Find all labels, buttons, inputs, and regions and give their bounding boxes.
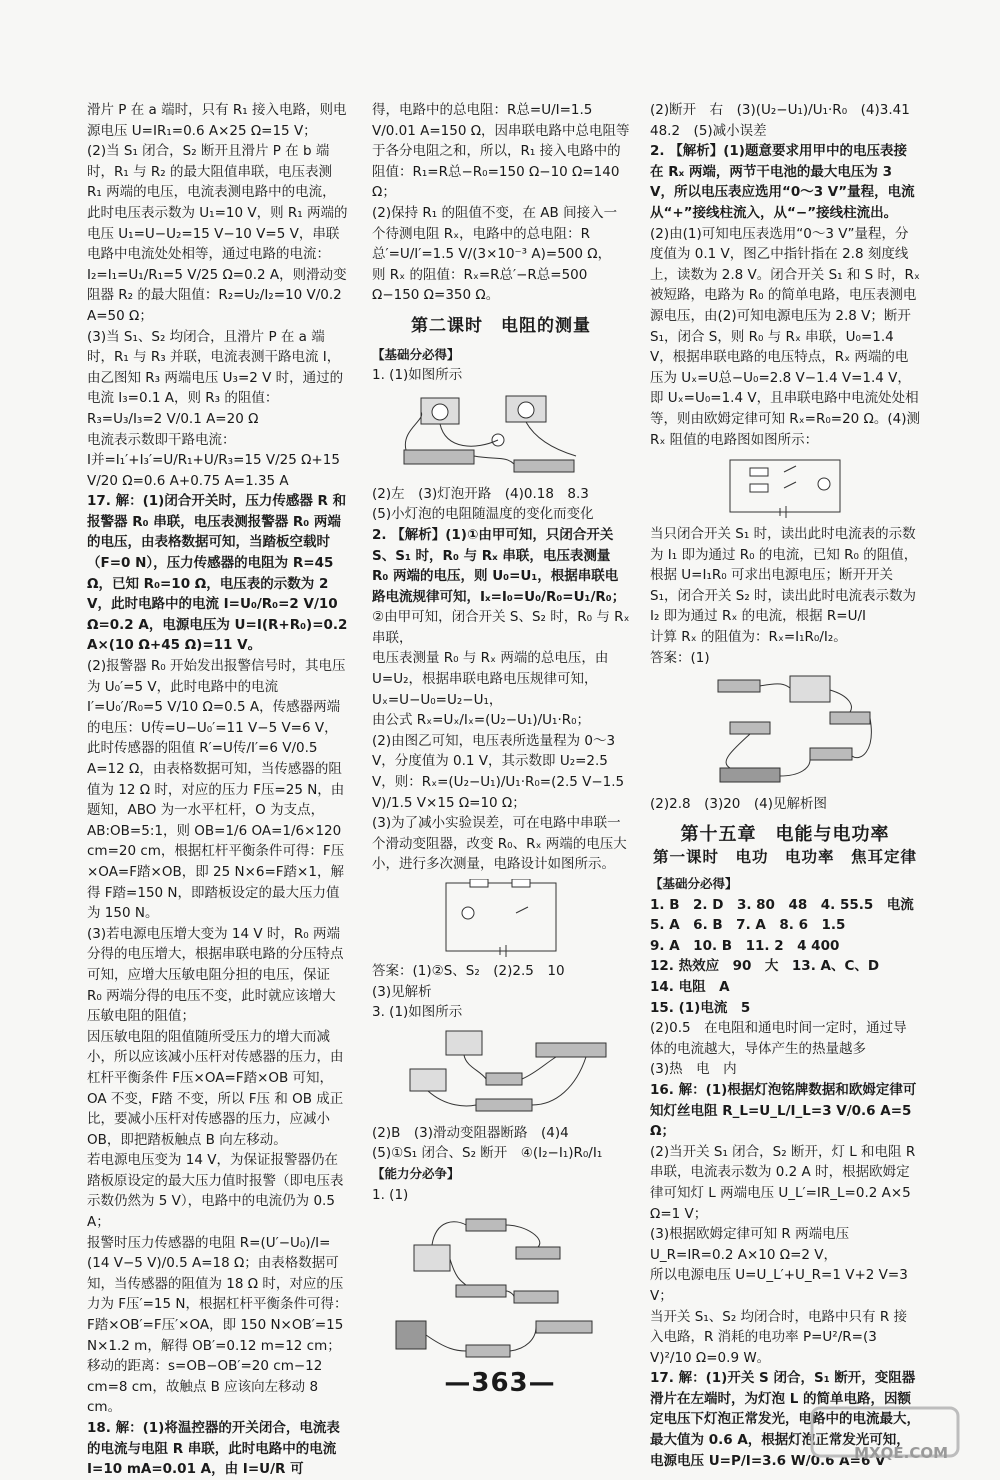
answers-row: 1. B 2. D 3. 80 48 4. 55.5 电流 (650, 896, 914, 913)
circuit-photo-figure (386, 1027, 616, 1119)
circuit-diagram-figure (426, 879, 576, 957)
question-2-analysis: 2. 【解析】(1)题意要求用甲中的电压表接在 Rₓ 两端，两节干电池的最大电压为 3 V，所以电压表应选用“0～3 V”量程，电流从“+”接线柱流入，从“−”接线柱流出。 (650, 143, 915, 221)
text-block: 当只闭合开关 S₁ 时，读出此时电流表的示数为 I₁ 即为通过 R₀ 的电流，已知 R₀ 的阻值，根据 U=I₁R₀ 可求出电源电压；断开开关 S₁，闭合开关 S₂ 时，读出此时电流表示数为 I₂ 即为通过 Rₓ 的电流，根据 R=U/I (650, 526, 921, 625)
text-block: 由公式 Rₓ=Uₓ/Iₓ=(U₂−U₁)/U₁·R₀； (372, 712, 591, 729)
answers-row: 9. A 10. B 11. 2 4 400 (650, 937, 840, 954)
text-block: (2)B (3)滑动变阻器断路 (4)4 (372, 1124, 569, 1141)
answers-row: 5. A 6. B 7. A 8. 6 1.5 (650, 917, 846, 934)
text-block: 当开关 S₁、S₂ 均闭合时，电路中只有 R 接入电路，R 消耗的电功率 P=U²/R=(3 V)²/10 Ω=0.9 W。 (650, 1308, 908, 1366)
column-3 (650, 100, 925, 1471)
question-17: 17. 解：(1)闭合开关时，压力传感器 R 和报警器 R₀ 串联，电压表测报警器 R₀ 两端的电压，由表格数据可知，当踏板空载时（F=0 N），压力传感器的电阻为 R=45 Ω，已知 R₀=10 Ω，电压表的示数为 2 V，此时电路中的电流 I=U₀/R₀=2 V/10 Ω=0.2 A，电源电压为 U=I(R+R₀)=0.2 A×(10 Ω+45 Ω)=11 V。 (87, 493, 353, 654)
text-block: (3)若电源电压增大变为 14 V 时，R₀ 两端分得的电压增大，根据串联电路的分压特点可知，应增大压敏电阻分担的电压，保证 R₀ 两端分得的电压不变，此时就应该增大压敏电阻的阻值； (87, 925, 344, 1025)
text-block: 得，电路中的总电阻：R总=U/I=1.5 V/0.01 A=150 Ω，因串联电路中总电阻等于各分电阻之和，所以，R₁ 接入电路中的阻值：R₁=R总−R₀=150 Ω−10 Ω=140 Ω； (372, 102, 630, 201)
page-number: —363— (444, 1368, 556, 1398)
text-block: (2)由(1)可知电压表选用“0～3 V”量程，分度值为 0.1 V，图乙中指针指在 2.8 刻度线上，读数为 2.8 V。闭合开关 S₁ 和 S 时，Rₓ 被短路，电路为 R₀ 的简单电路，电压表测电源电压，由(2)可知电源电压为 2.8 V；断开 S₁，闭合 S，则 R₀ 与 Rₓ 串联，U₀=1.4 V，根据串联电路的电压特点，Rₓ 两端的电压为 Uₓ=U总−U₀=2.8 V−1.4 V=1.4 V，即 Uₓ=U₀=1.4 V，且串联电路中电流处处相等，则由欧姆定律可知 Rₓ=R₀=20 Ω。(4)测 Rₓ 阻值的电路图如图所示： (650, 225, 925, 448)
answer-2-b: (3)见解析 (372, 983, 432, 1000)
text-block: (2)由图乙可知，电压表所选量程为 0～3 V，分度值为 0.1 V，其示数即 U₂=2.5 V，则：Rₓ=(U₂−U₁)/U₁·R₀=(2.5 V−1.5 V)/1.5 V×15 Ω=10 Ω； (372, 732, 629, 811)
text-block: 则 Rₓ 的阻值：Rₓ=R总′−R总=500 Ω−150 Ω=350 Ω。 (372, 266, 592, 304)
circuit-photo-figure (690, 672, 880, 790)
text-block: 电流表示数即干路电流： (87, 431, 236, 448)
question-2: 2. 【解析】(1)①由甲可知，只闭合开关 S、S₁ 时，R₀ 与 Rₓ 串联，电压表测量 R₀ 两端的电压，则 U₀=U₁，根据串联电路电流规律可知，Iₓ=I₀=U₀/R₀=U₁/R₀； (372, 526, 626, 605)
circuit-diagram-figure (720, 454, 850, 520)
q3-intro: 3. (1)如图所示 (372, 1004, 463, 1021)
text-block: 滑片 P 在 a 端时，只有 R₁ 接入电路，则电源电压 U=IR₁=0.6 A×25 Ω=15 V； (87, 102, 347, 139)
question-16: 16. 解：(1)根据灯泡铭牌数据和欧姆定律可知灯丝电阻 R_L=U_L/I_L=3 V/0.6 A=5 Ω； (650, 1081, 917, 1140)
question-18: 18. 解：(1)将温控器的开关闭合，电流表的电流与电阻 R 串联，此时电路中的电流 I=10 mA=0.01 A，由 I=U/R 可 (87, 1420, 341, 1478)
text-block: I并=I₁′+I₃′=U/R₁+U/R₃=15 V/25 Ω+15 V/20 Ω=0.6 A+0.75 A=1.35 A (87, 452, 345, 489)
ability-q1: 1. (1) (372, 1186, 409, 1203)
text-block: (2)当开关 S₁ 闭合，S₂ 断开，灯 L 和电阻 R 串联，电流表示数为 0.2 A 时，根据欧姆定律可知灯 L 两端电压 U_L′=IR_L=0.2 A×5 Ω=1 V； (650, 1143, 920, 1222)
text-block: (2)报警器 R₀ 开始发出报警信号时，其电压为 U₀′=5 V，此时电路中的电流 I′=U₀′/R₀=5 V/10 Ω=0.5 A，传感器两端的电压：U传=U−U₀′=11 V−5 V=6 V，此时传感器的阻值 R′=U传/I′=6 V/0.5 A=12 Ω，由表格数据可知，当传感器的阻值为 12 Ω 时，对应的压力 F压=25 N，由题知，ABO 为一水平杠杆，O 为支点，AB:OB=5:1，则 OB=1/6 OA=1/6×120 cm=20 cm，根据杠杆平衡条件可得：F压×OA=F踏×OB，即 25 N×6=F踏×1，解得 F踏=150 N，即踏板设定的最大压力值为 150 N。 (87, 658, 346, 922)
text-block: (3)当 S₁、S₂ 均闭合，且滑片 P 在 a 端时，R₁ 与 R₃ 并联，电流表测干路电流 I，由乙图知 R₃ 两端电压 U₃=2 V 时，通过的电流 I₃=0.1 A，则 R₃ 的阻值：R₃=U₃/I₃=2 V/0.1 A=20 Ω (87, 328, 344, 427)
answers-row: 14. 电阻 A (650, 979, 730, 995)
question-17: 17. 解：(1)开关 S 闭合，S₁ 断开，变阻器滑片在左端时，为灯泡 L 的简单电路，因额定电压下灯泡正常发光，电路中的电流最大，最大值为 0.6 A，根据灯泡正常发光可知，电源电压 U=P/I=3.6 W/0.6 A=6 V (650, 1370, 920, 1469)
section-title: 第二课时 电阻的测量 (411, 315, 591, 336)
lesson-title: 第一课时 电功 电功率 焦耳定律 (652, 848, 917, 867)
text-block: (2)0.5 在电阻和通电时间一定时，通过导体的电流越大，导体产生的热量越多 (650, 1020, 907, 1057)
column-1 (87, 100, 353, 1480)
text-block: 因压敏电阻的阻值随所受压力的增大而减小，所以应该减小压杆对传感器的压力，由杠杆平衡条件 F压×OA=F踏×OB 可知，OA 不变，F踏 不变，所以 F压 和 OB 成正比，要减小压杆对传感器的压力，应减小 OB，即把踏板触点 B 向左移动。 (87, 1028, 344, 1148)
circuit-photo-figure (386, 1209, 616, 1369)
basic-tag: 【基础分必得】 (372, 346, 460, 362)
text-block: (3)热 电 内 (650, 1061, 737, 1078)
text-block: (2)左 (3)灯泡开路 (4)0.18 8.3 (372, 485, 589, 502)
text-block: 48.2 (5)减小误差 (650, 122, 767, 139)
text-block: (2)断开 右 (3)(U₂−U₁)/U₁·R₀ (4)3.41 (650, 102, 910, 118)
text-block: (2)当 S₁ 闭合，S₂ 断开且滑片 P 在 b 端时，R₁ 与 R₂ 的最大阻值串联，电压表测 R₁ 两端的电压，电流表测电路中的电流，此时电压表示数为 U₁=10 V，则 R₁ 两端的电压 U₁=U−U₂=15 V−10 V=5 V，串联电路中电流处处相等，通过电路的电流：I₂=I₁=U₁/R₁=5 V/25 Ω=0.2 A，则滑动变阻器 R₂ 的最大阻值：R₂=U₂/I₂=10 V/0.2 A=50 Ω； (87, 143, 348, 324)
answer-2-a: 答案：(1)②S、S₂ (2)2.5 10 (372, 963, 565, 979)
watermark-text: MXQE.COM (854, 1444, 948, 1462)
q1-intro: 1. (1)如图所示 (372, 367, 463, 384)
text-block: (5)小灯泡的电阻随温度的变化而变化 (372, 506, 594, 523)
answers-row: 15. (1)电流 5 (650, 999, 751, 1016)
basic-tag: 【基础分必得】 (650, 876, 738, 892)
text-block: ②由甲可知，闭合开关 S、S₂ 时，R₀ 与 Rₓ 串联， (372, 609, 634, 646)
text-block: 计算 Rₓ 的阻值为：Rₓ=I₁R₀/I₂。 (650, 629, 847, 646)
text-block: (5)①S₁ 闭合、S₂ 断开 ④(I₂−I₁)R₀/I₁ (372, 1145, 603, 1162)
answer-label: 答案：(1) (650, 649, 710, 666)
text-block: (3)为了减小实验误差，可在电路中串联一个滑动变阻器，改变 R₀、Rₓ 两端的电压大小，进行多次测量，电路设计如图所示。 (372, 815, 627, 873)
text-block: 若电源电压变为 14 V，为保证报警器仍在踏板原设定的最大压力值时报警（即电压表示数仍然为 5 V），电路中的电流仍为 0.5 A； (87, 1152, 344, 1231)
answers-row: 12. 热效应 90 大 13. A、C、D (650, 958, 880, 975)
circuit-photo-figure (386, 390, 616, 480)
text-block: (3)根据欧姆定律可知 R 两端电压 U_R=IR=0.2 A×10 Ω=2 V， (650, 1226, 854, 1263)
text-block: 电压表测量 R₀ 与 Rₓ 两端的总电压，由 U=U₂，根据串联电路电压规律可知，Uₓ=U−U₀=U₂−U₁， (372, 650, 613, 708)
chapter-title: 第十五章 电能与电功率 (680, 823, 890, 845)
text-block: 所以电源电压 U=U_L′+U_R=1 V+2 V=3 V； (650, 1267, 913, 1304)
column-2 (372, 100, 634, 1373)
answer-2-rest: (2)2.8 (3)20 (4)见解析图 (650, 796, 828, 813)
text-block: 报警时压力传感器的电阻 R=(U′−U₀)/I=(14 V−5 V)/0.5 A=18 Ω；由表格数据可知，当传感器的阻值为 18 Ω 时，对应的压力为 F压′=15 N，根据杠杆平衡条件可得：F踏×OB′=F压′×OA，即 150 N×OB′=15 N×1.2 m，解得 OB′=0.12 m=12 cm；移动的距离：s=OB−OB′=20 cm−12 cm=8 cm，故触点 B 应该向左移动 8 cm。 (87, 1234, 348, 1416)
ability-tag: 【能力分必争】 (372, 1165, 460, 1181)
text-block: (2)保持 R₁ 的阻值不变，在 AB 间接入一个待测电阻 Rₓ，电路中的总电阻：R总′=U/I′=1.5 V/(3×10⁻³ A)=500 Ω， (372, 204, 618, 263)
